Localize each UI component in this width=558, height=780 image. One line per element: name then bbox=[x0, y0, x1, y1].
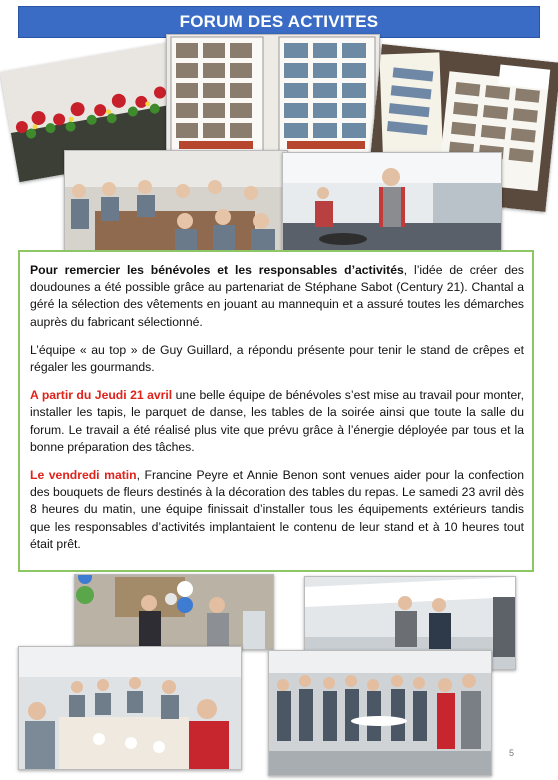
paragraph-friday bbox=[30, 467, 524, 553]
page-number: 5 bbox=[508, 748, 514, 758]
paragraph-body: , Francine Peyre et Annie Benon sont venues aider pour la confection des bouquets de fleurs destinés à la décoration des tables du repas. Le samedi 23 avril dès 8 heures du matin, une équipe finissait d’installer tous les équipements extérieurs tandis que les responsables d’activités implantaient le contenu de leur stand et à 10 heures tout était prêt. bbox=[30, 468, 524, 551]
page-title: FORUM DES ACTIVITES bbox=[179, 12, 379, 31]
paragraph-body: une belle équipe de bénévoles s’est mise au travail pour monter, installer les tapis, le parquet de danse, les tables de la soirée ainsi que toute la salle du forum. Le travail a été réalisé plus vite que prévu grâce à l’énergie déployée par tous et la bonne préparation des tâches. bbox=[30, 388, 525, 454]
paragraph-body: L’équipe « au top » de Guy Guillard, a répondu présente pour tenir le stand de crêpes et régaler les gourmands. bbox=[30, 342, 524, 375]
photo-poster-boards bbox=[166, 34, 380, 158]
paragraph-lead: A partir du Jeudi 21 avril bbox=[30, 388, 173, 403]
speaker-balloons-image bbox=[75, 575, 273, 649]
photo-meal-guests bbox=[18, 646, 242, 770]
paragraph-thanks bbox=[30, 262, 524, 331]
paragraph-crepes bbox=[30, 342, 524, 376]
photo-speaker-balloons bbox=[74, 574, 274, 650]
article-text-box bbox=[18, 250, 534, 572]
paragraph-lead: Le vendredi matin bbox=[30, 468, 137, 483]
volunteers-table-image bbox=[65, 151, 287, 251]
paragraph-setup bbox=[30, 387, 524, 456]
meal-guests-image bbox=[19, 647, 241, 769]
photo-volunteers-table bbox=[64, 150, 288, 252]
poster-boards-image bbox=[167, 35, 379, 157]
paragraph-body: , l’idée de créer des doudounes a été possible grâce au partenariat de Stéphane Sabot (Century 21). Chantal a géré la sélection des vêtements en jouant au mannequin et a assuré toutes les démarches auprès du fabricant sélectionné. bbox=[30, 263, 524, 329]
crepe-stand-image bbox=[283, 153, 501, 255]
photo-crepe-stand bbox=[282, 152, 502, 256]
group-drinks-image bbox=[269, 651, 491, 775]
photo-group-drinks bbox=[268, 650, 492, 776]
paragraph-lead: Pour remercier les bénévoles et les responsables d’activités bbox=[30, 263, 404, 277]
